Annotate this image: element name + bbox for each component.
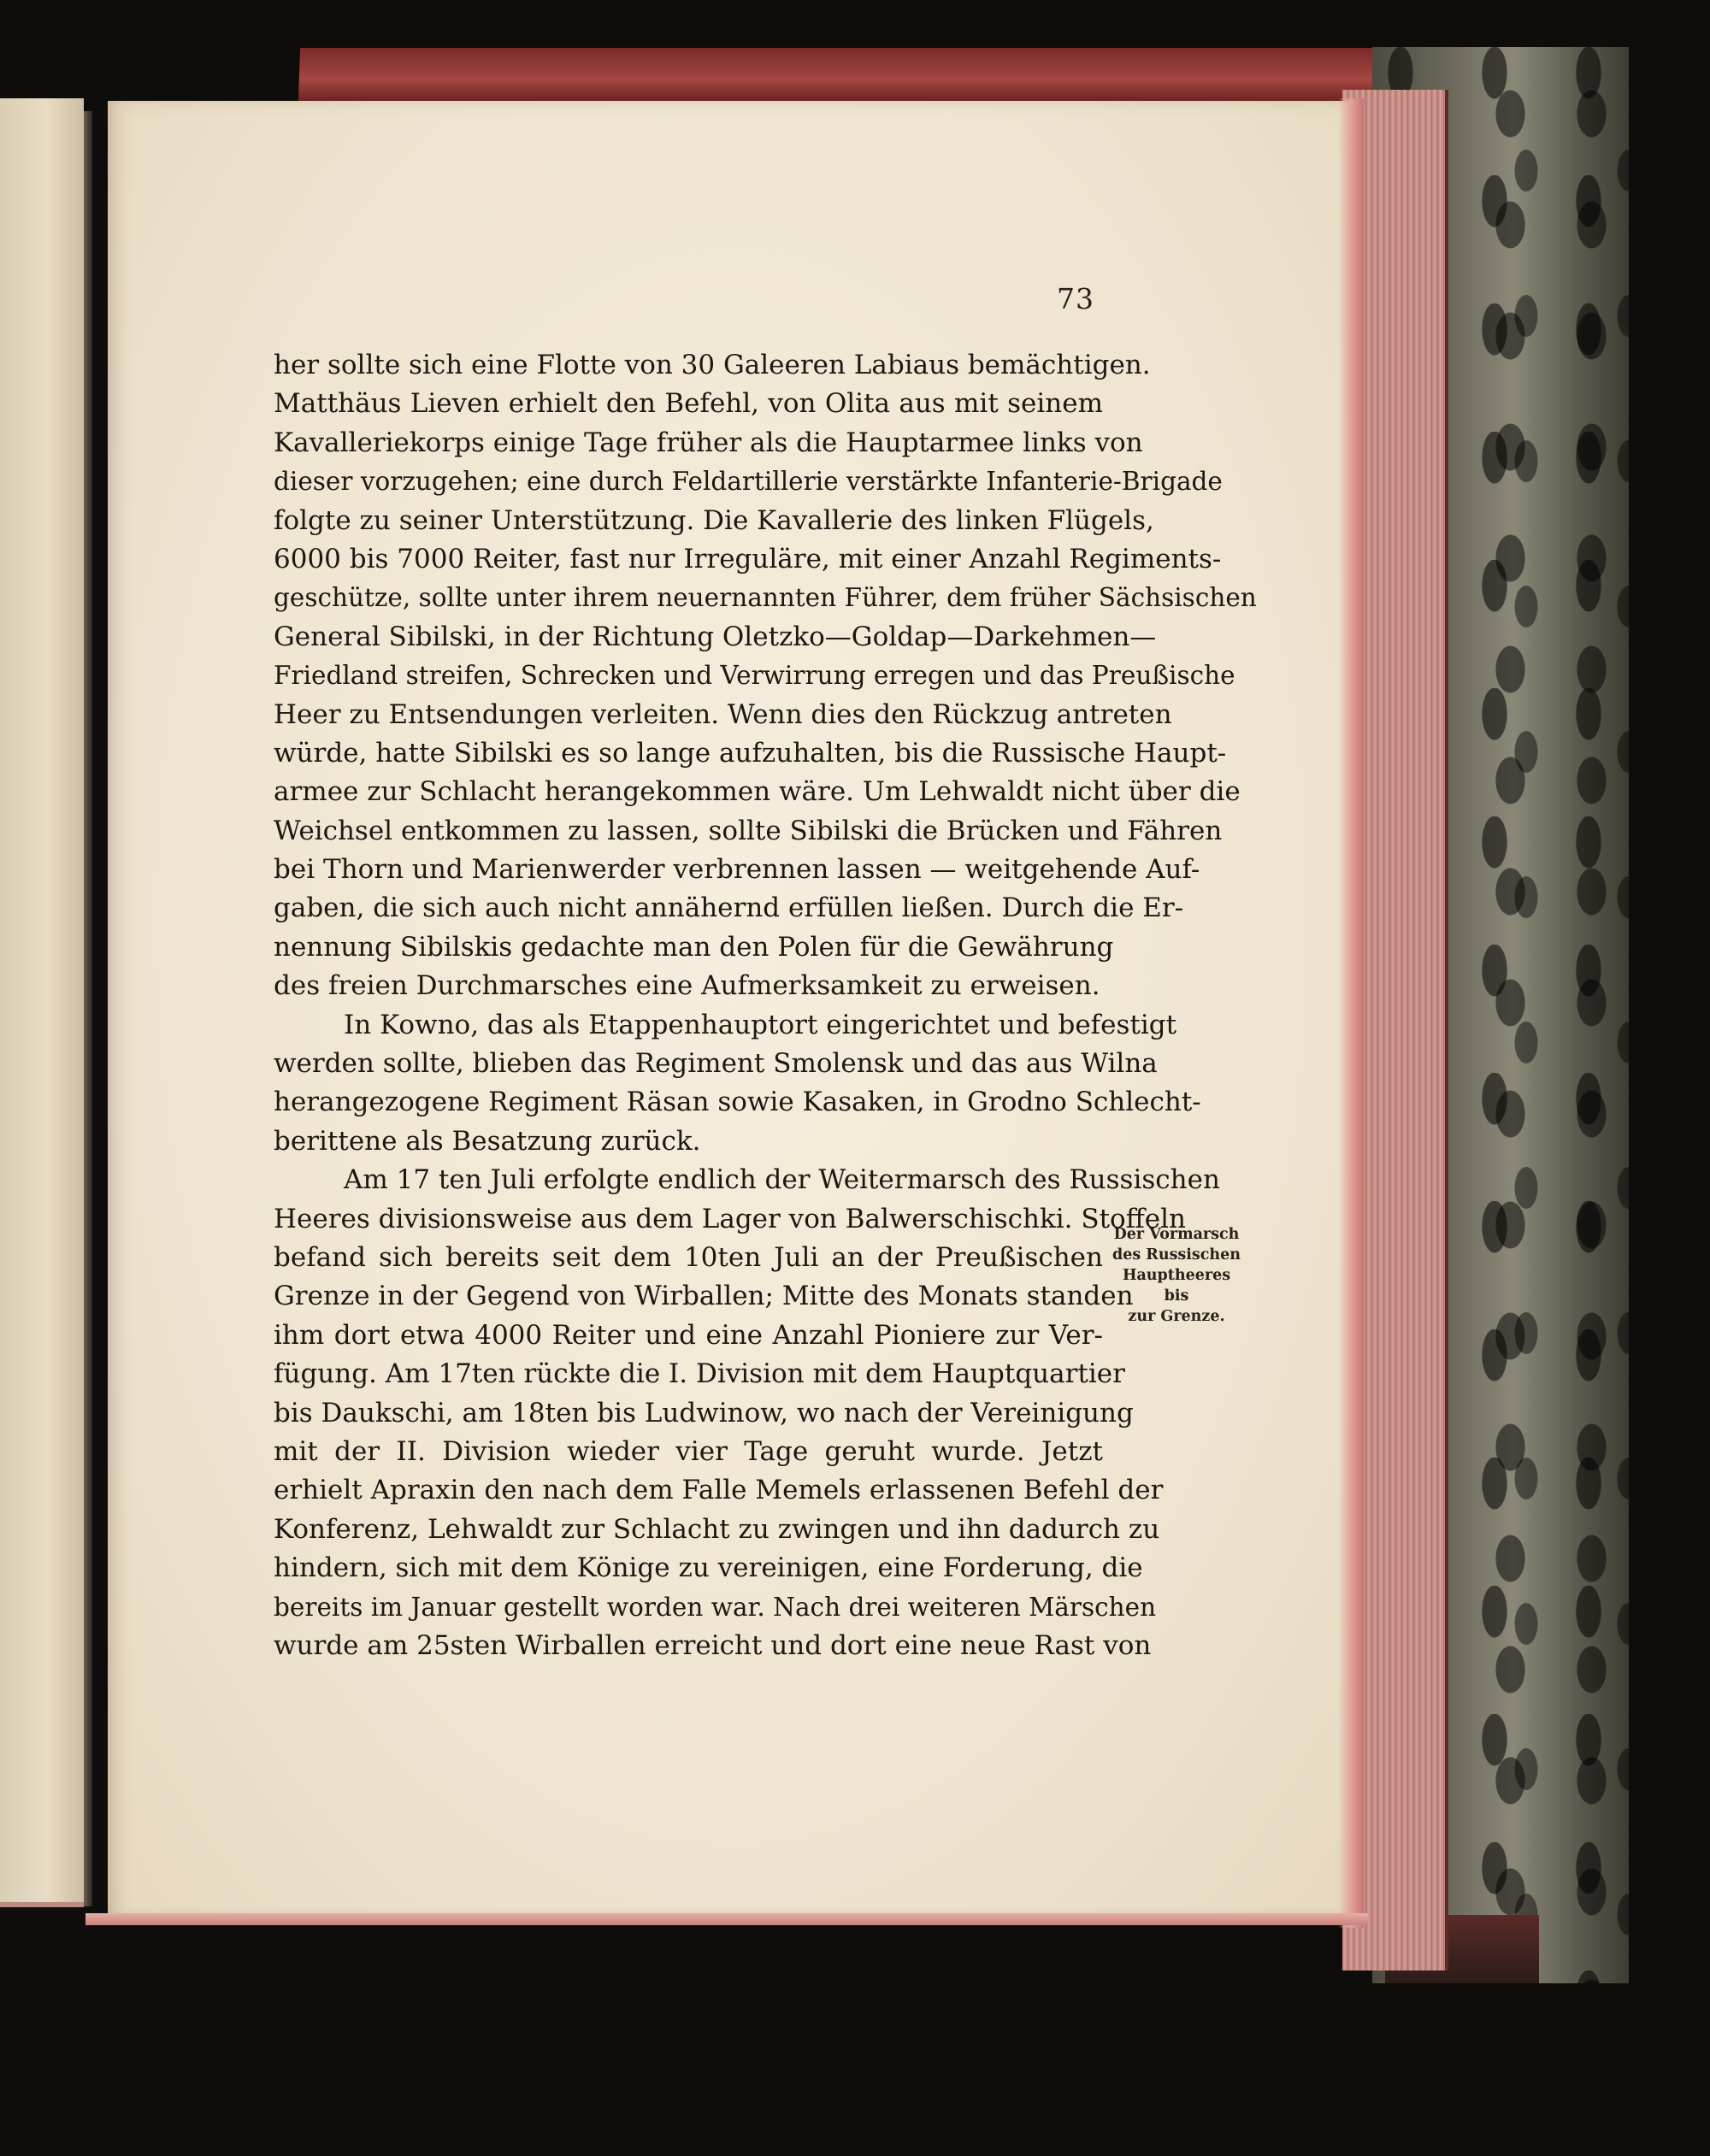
text-line: Heer zu Entsendungen verleiten. Wenn dies den Rückzug antreten: [274, 698, 1172, 730]
previous-page: [0, 98, 84, 1907]
text-line: Matthäus Lieven erhielt den Befehl, von Olita aus mit seinem: [274, 388, 1103, 420]
text-line: gaben, die sich auch nicht annähernd erfüllen ließen. Durch die Er-: [274, 892, 1184, 924]
margin-note-line: Der Vormarsch: [1113, 1226, 1240, 1243]
text-line: geschütze, sollte unter ihrem neuernannten Führer, dem früher Sächsischen: [274, 583, 1257, 613]
text-line: hindern, sich mit dem Könige zu vereinigen, eine Forderung, die: [274, 1552, 1143, 1584]
text-line: In Kowno, das als Etappenhauptort eingerichtet und befestigt: [344, 1009, 1177, 1040]
text-line: folgte zu seiner Unterstützung. Die Kavallerie des linken Flügels,: [274, 504, 1154, 536]
page-red-edge-right: [1338, 98, 1364, 1928]
text-line: würde, hatte Sibilski es so lange aufzuhalten, bis die Russische Haupt-: [274, 737, 1227, 769]
text-line: Am 17 ten Juli erfolgte endlich der Weitermarsch des Russischen: [344, 1164, 1220, 1196]
text-line: bis Daukschi, am 18ten bis Ludwinow, wo nach der Vereinigung: [274, 1397, 1134, 1428]
text-line: General Sibilski, in der Richtung Oletzko—Goldap—Darkehmen—: [274, 621, 1157, 652]
text-line: herangezogene Regiment Räsan sowie Kasaken, in Grodno Schlecht-: [274, 1087, 1201, 1118]
text-line: ihm dort etwa 4000 Reiter und eine Anzahl Pioniere zur Ver-: [274, 1319, 1103, 1351]
text-line: Konferenz, Lehwaldt zur Schlacht zu zwingen und ihn dadurch zu: [274, 1513, 1160, 1545]
text-line: her sollte sich eine Flotte von 30 Galeeren Labiaus bemächtigen.: [274, 350, 1151, 380]
text-line: Kavalleriekorps einige Tage früher als die Hauptarmee links von: [274, 427, 1143, 458]
margin-note-line: zur Grenze.: [1128, 1308, 1225, 1325]
book-gutter: [84, 111, 92, 1906]
text-line: Friedland streifen, Schrecken und Verwirrung erregen und das Preußische: [274, 661, 1235, 691]
text-line: dieser vorzugehen; eine durch Feldartillerie verstärkte Infanterie-Brigade: [274, 467, 1223, 497]
text-line: Heeres divisionsweise aus dem Lager von Balwerschischki. Stoffeln: [274, 1203, 1186, 1234]
text-line: armee zur Schlacht herangekommen wäre. Um Lehwaldt nicht über die: [274, 776, 1241, 808]
text-line: mit der II. Division wieder vier Tage geruht wurde. Jetzt: [274, 1435, 1103, 1467]
text-line: befand sich bereits seit dem 10ten Juli an der Preußischen: [274, 1241, 1103, 1273]
margin-note-line: des Russischen: [1112, 1246, 1241, 1264]
page-number: 73: [1057, 282, 1094, 315]
text-line: Weichsel entkommen zu lassen, sollte Sibilski die Brücken und Fähren: [274, 815, 1223, 846]
text-line: berittene als Besatzung zurück.: [274, 1125, 701, 1157]
text-line: Grenze in der Gegend von Wirballen; Mitte des Monats standen: [274, 1281, 1134, 1312]
text-line: werden sollte, blieben das Regiment Smolensk und das aus Wilna: [274, 1048, 1158, 1080]
text-line: fügung. Am 17ten rückte die I. Division mit dem Hauptquartier: [274, 1358, 1125, 1390]
text-line: 6000 bis 7000 Reiter, fast nur Irreguläre, mit einer Anzahl Regiments-: [274, 543, 1222, 574]
margin-note: [1108, 1224, 1245, 1327]
text-line: bei Thorn und Marienwerder verbrennen lassen — weitgehende Auf-: [274, 854, 1200, 886]
text-line: erhielt Apraxin den nach dem Falle Memels erlassenen Befehl der: [274, 1475, 1164, 1506]
margin-note-line: Hauptheeres bis: [1122, 1267, 1231, 1305]
text-line: wurde am 25sten Wirballen erreicht und dort eine neue Rast von: [274, 1629, 1152, 1661]
text-line: nennung Sibilskis gedachte man den Polen für die Gewährung: [274, 931, 1114, 963]
text-line: bereits im Januar gestellt worden war. Nach drei weiteren Märschen: [274, 1592, 1157, 1622]
text-line: des freien Durchmarsches eine Aufmerksamkeit zu erweisen.: [274, 970, 1100, 1002]
page-red-edge-bottom: [86, 1913, 1368, 1925]
